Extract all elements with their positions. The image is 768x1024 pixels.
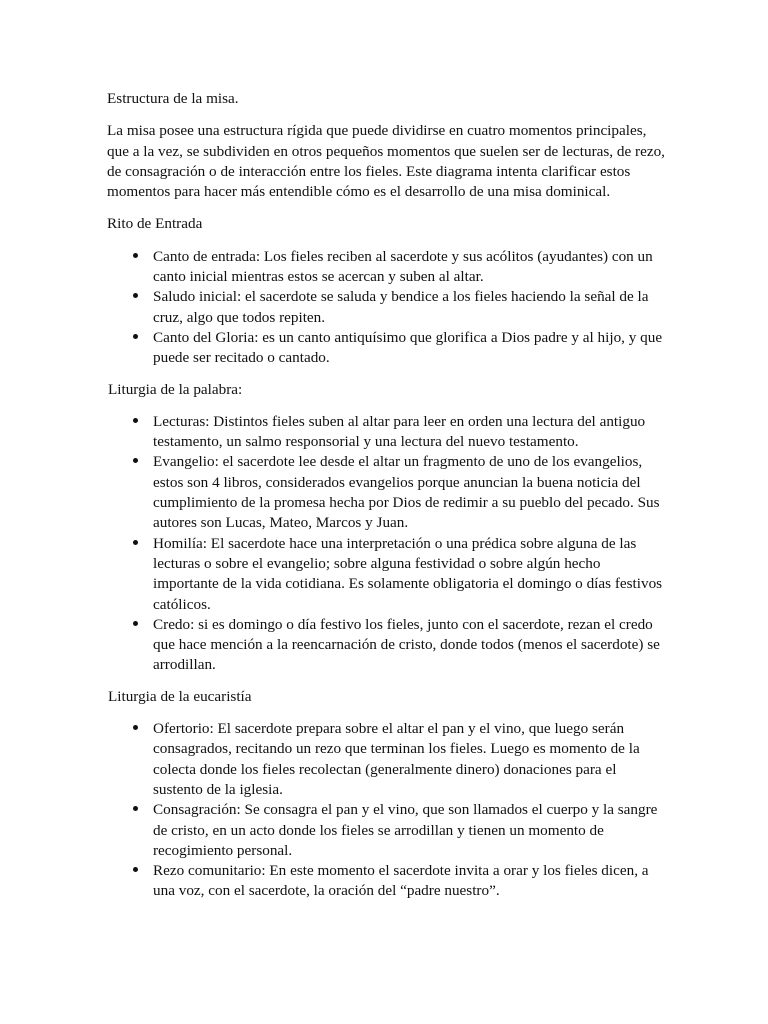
bullet-icon <box>130 719 140 739</box>
intro-paragraph: La misa posee una estructura rígida que puede dividirse en cuatro momentos principales, que a la vez, se subdividen en otros pequeños momentos que suelen ser de lecturas, de rezo, de consagración o de interacción entre los fieles. Este diagrama intenta clarificar estos momentos para hacer más entendible cómo es el desarrollo de una misa dominical. <box>107 122 665 201</box>
bullet-icon <box>130 412 140 432</box>
bullet-icon <box>130 287 140 307</box>
list-item-text: Homilía: El sacerdote hace una interpretación o una prédica sobre alguna de las lecturas o sobre el evangelio; sobre alguna festividad o sobre algún hecho importante de la vida cotidiana. Es solamente obligatoria el domingo o días festivos católicos. <box>153 534 663 613</box>
list-item <box>107 328 667 369</box>
document-title: Estructura de la misa. <box>107 90 239 107</box>
list-item <box>107 861 667 902</box>
document-page <box>107 89 667 913</box>
list-item <box>107 719 667 800</box>
bullet-list-rito-de-entrada <box>107 247 667 369</box>
bullet-icon <box>130 534 140 554</box>
section-heading-liturgia-de-la-palabra: Liturgia de la palabra: <box>108 380 243 398</box>
list-item-text: Lecturas: Distintos fieles suben al altar para leer en orden una lectura del antiguo testamento, un salmo responsorial y una lectura del nuevo testamento. <box>153 412 646 451</box>
bullet-icon <box>130 247 140 267</box>
list-item <box>107 287 667 328</box>
list-item-text: Canto del Gloria: es un canto antiquísimo que glorifica a Dios padre y al hijo, y que puede ser recitado o cantado. <box>153 328 663 367</box>
list-item-text: Ofertorio: El sacerdote prepara sobre el altar el pan y el vino, que luego serán consagrados, recitando un rezo que terminan los fieles. Luego es momento de la colecta donde los fieles recolectan (generalmente dinero) donaciones para el sustento de la iglesia. <box>153 720 640 798</box>
list-item-text: Rezo comunitario: En este momento el sacerdote invita a orar y los fieles dicen, a una voz, con el sacerdote, la oración del “padre nuestro”. <box>153 862 649 900</box>
list-item <box>107 412 667 453</box>
bullet-icon <box>130 452 140 472</box>
bullet-icon <box>130 615 140 635</box>
list-item <box>107 247 667 288</box>
bullet-icon <box>130 328 140 348</box>
list-item-text: Consagración: Se consagra el pan y el vino, que son llamados el cuerpo y la sangre de cristo, en un acto donde los fieles se arrodillan y tienen un momento de recogimiento personal. <box>153 801 658 859</box>
bullet-icon <box>130 861 140 881</box>
list-item-text: Evangelio: el sacerdote lee desde el altar un fragmento de uno de los evangelios, estos son 4 libros, considerados evangelios porque anuncian la buena noticia del cumplimiento de la promesa hecha por Dios de redimir a su pueblo del pecado. Sus autores son Lucas, Mateo, Marcos y Juan. <box>153 453 660 532</box>
bullet-list-liturgia-de-la-palabra <box>107 412 667 676</box>
list-item-text: Canto de entrada: Los fieles reciben al sacerdote y sus acólitos (ayudantes) con un canto inicial mientras estos se acercan y suben al altar. <box>153 247 653 286</box>
list-item <box>107 452 667 533</box>
list-item <box>107 800 667 861</box>
list-item <box>107 534 667 615</box>
section-heading-liturgia-de-la-eucaristia: Liturgia de la eucaristía <box>108 687 252 705</box>
section-heading-rito-de-entrada: Rito de Entrada <box>107 215 203 233</box>
list-item-text: Saludo inicial: el sacerdote se saluda y bendice a los fieles haciendo la señal de la cruz, algo que todos repiten. <box>153 288 649 326</box>
bullet-icon <box>130 800 140 820</box>
list-item <box>107 615 667 676</box>
list-item-text: Credo: si es domingo o día festivo los fieles, junto con el sacerdote, rezan el credo que hace mención a la reencarnación de cristo, donde todos (menos el sacerdote) se arrodillan. <box>153 615 660 674</box>
bullet-list-liturgia-de-la-eucaristia <box>107 719 667 902</box>
